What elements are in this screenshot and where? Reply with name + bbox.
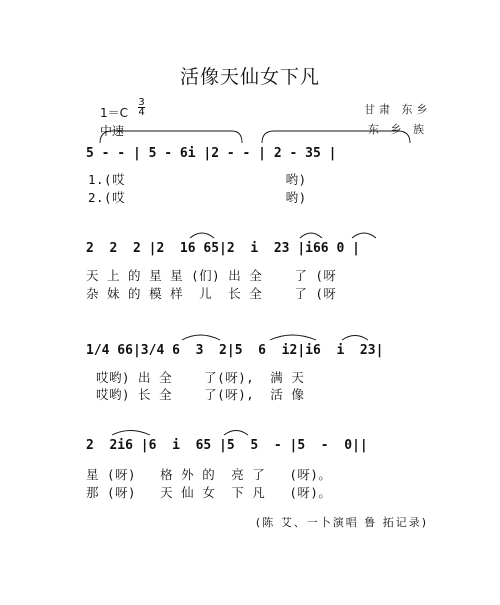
lyric-line-4b: 那 (呀) 天 仙 女 下 凡 (呀)。	[86, 485, 332, 500]
notation-line-3: 1/4 66|3/4 6 3 2|5 6 i2|i6 i 23|	[86, 343, 384, 358]
notation-line-2: 2 2 2 |2 16 65|2 i 23 |i66 0 |	[86, 241, 360, 256]
lyric-line-3b: 哎哟) 长 全 了(呀), 活 像	[96, 387, 305, 402]
tempo-marking: 中速	[100, 124, 125, 138]
time-signature: 3 4	[138, 97, 145, 118]
lyric-line-3a: 哎哟) 出 全 了(呀), 满 天	[96, 370, 305, 385]
notation-line-1: 5 - - | 5 - 6i |2 - - | 2 - 35 |	[86, 146, 337, 161]
lyric-line-2a: 天 上 的 星 星 (们) 出 全 了 (呀	[86, 268, 337, 283]
region-label: 甘肃 东乡	[364, 103, 432, 116]
song-title: 活像天仙女下凡	[179, 66, 320, 88]
key-signature: 1＝C	[100, 106, 129, 120]
lyric-line-2b: 杂 妹 的 模 样 儿 长 全 了 (呀	[86, 286, 337, 301]
ethnic-label: 东 乡 族	[368, 123, 428, 136]
performer-credit: (陈 艾、一卜演唱 鲁 拓记录)	[255, 516, 428, 529]
lyric-line-1a: 1.(哎 哟)	[88, 172, 307, 187]
notation-line-4: 2 2i6 |6 i 65 |5 5 - |5 - 0||	[86, 438, 368, 453]
lyric-line-1b: 2.(哎 哟)	[88, 190, 307, 205]
lyric-line-4a: 星 (呀) 格 外 的 亮 了 (呀)。	[86, 467, 332, 482]
